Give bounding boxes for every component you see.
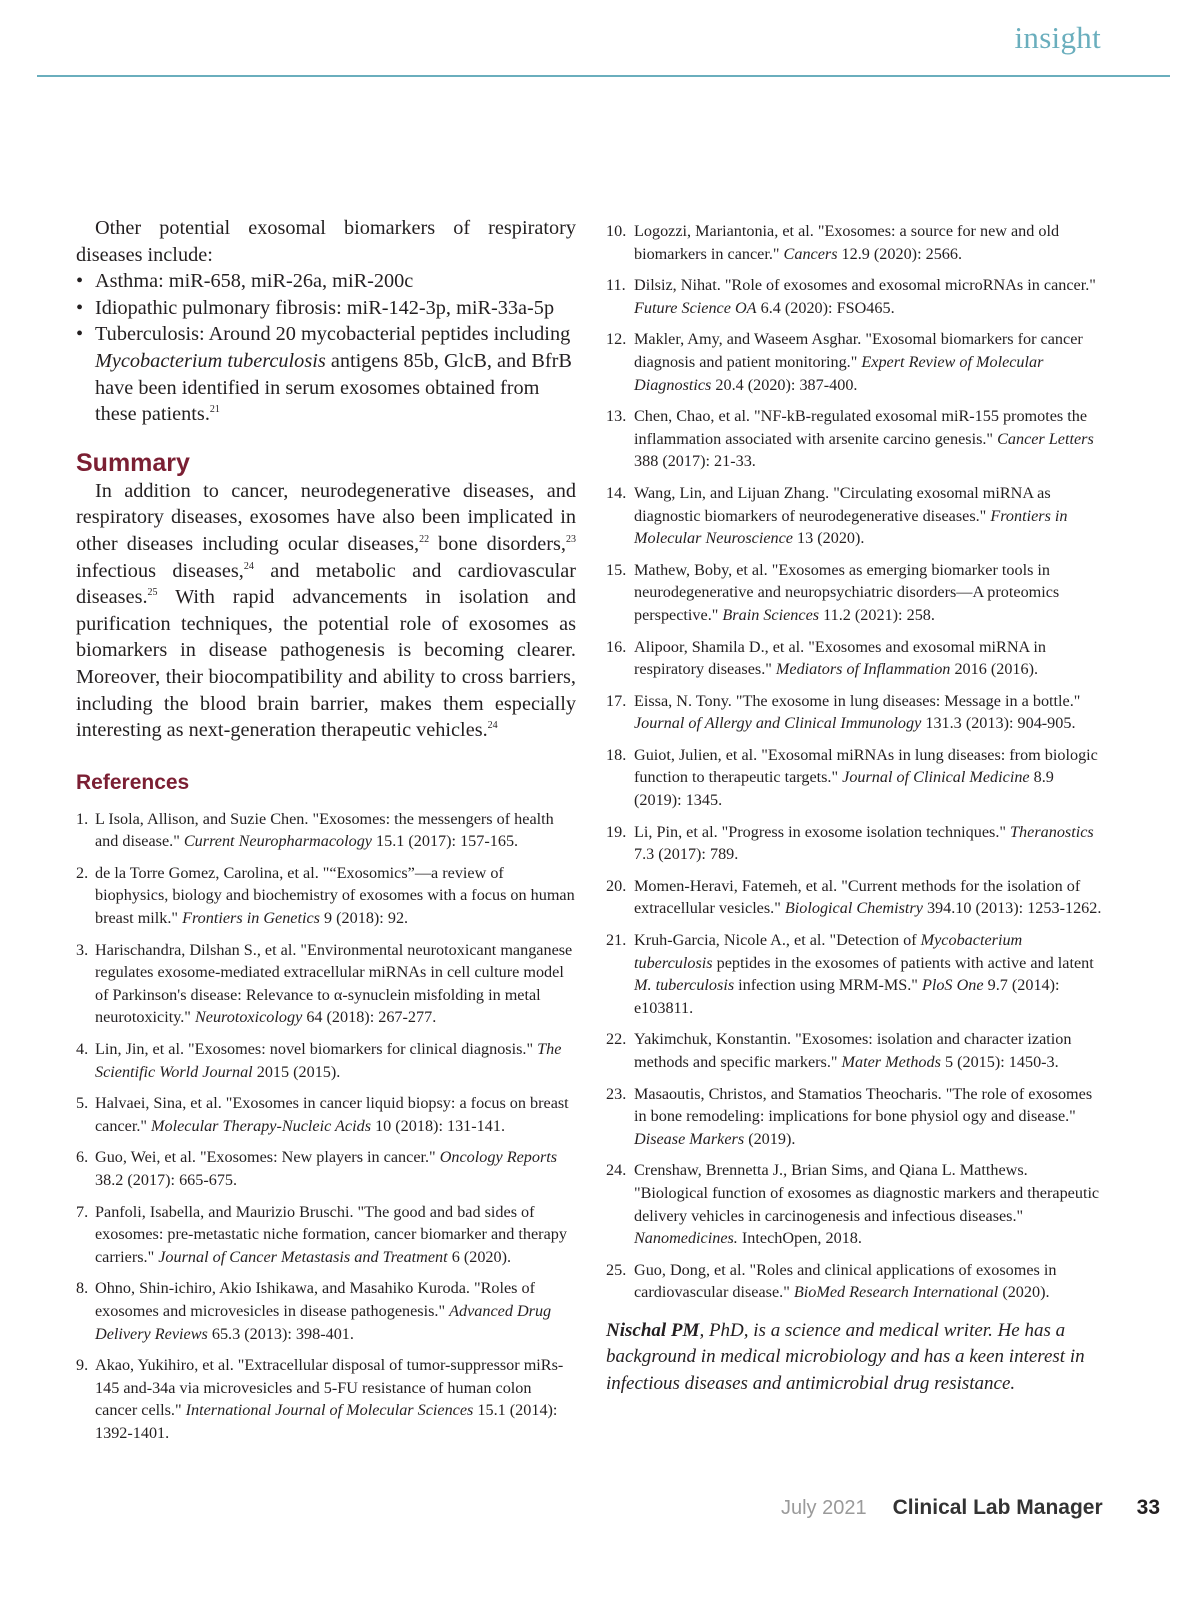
references-heading: References [76, 770, 190, 794]
reference-item: 23. Masaoutis, Christos, and Stamatios Theocharis. "The role of exosomes in bone remodeling: implications for bone physiol ogy and disease." Disease Markers (2019). [606, 1084, 1093, 1148]
reference-item: 19. Li, Pin, et al. "Progress in exosome isolation techniques." Theranostics 7.3 (2017): 789. [606, 822, 1094, 864]
summary-paragraph: In addition to cancer, neurodegenerative diseases, and respiratory diseases, exosomes have also been implicated in other diseases including ocular diseases,$^{22}$ bone disorders,$^{23}$ infectious diseases,$^{24}$ and metabolic and cardiovascular diseases.$^{25}$ With rapid advancements in isolation and purification techniques, the potential role of exosomes as biomarkers in disease pathogenesis is becoming clearer. Moreover, their biocompatibility and ability to cross barriers, including the blood brain barrier, makes them especially interesting as next-generation therapeutic vehicles.$^{24}$ [76, 479, 577, 742]
reference-item: 1. L Isola, Allison, and Suzie Chen. "Exosomes: the messengers of health and disease." Current Neuropharmacology 15.1 (2017): 157-165. [76, 809, 554, 851]
references-list-right [606, 220, 1102, 1304]
citation: 24 [487, 720, 498, 732]
list-item: • Tuberculosis: Around 20 mycobacterial peptides including Mycobacterium tuberculosis antigens 85b, GlcB, and BfrB have been identified in serum exosomes obtained from these patients.$^{21}$ [76, 323, 572, 426]
bullet-icon: • [76, 296, 84, 319]
reference-item: 20. Momen-Heravi, Fatemeh, et al. "Current methods for the isolation of extracellular vesicles." Biological Chemistry 394.10 (2013): 1253-1262. [606, 876, 1102, 918]
citation: 23 [566, 534, 576, 546]
reference-item: 12. Makler, Amy, and Waseem Asghar. "Exosomal biomarkers for cancer diagnosis and patient monitoring." Expert Review of Molecular Diagnostics 20.4 (2020): 387-400. [606, 330, 1083, 394]
reference-item: 4. Lin, Jin, et al. "Exosomes: novel biomarkers for clinical diagnosis." The Scientific World Journal 2015 (2015). [76, 1040, 562, 1081]
reference-item: 3. Harischandra, Dilshan S., et al. "Environmental neurotoxicant manganese regulates exosome-mediated extracellular miRNAs in cell culture model of Parkinson's disease: Relevance to α-synuclein misfolding in metal neurotoxicity." Neurotoxicology 64 (2018): 267-277. [76, 940, 573, 1027]
author-name: Nischal PM [606, 1319, 700, 1341]
author-bio: Nischal PM, PhD, is a science and medical writer. He has a background in medical microbiology and has a keen interest in infectious diseases and antimicrobial drug resistance. [606, 1319, 1085, 1394]
right-column [606, 220, 1102, 1416]
section-tag: insight [1014, 20, 1101, 55]
reference-item: 7. Panfoli, Isabella, and Maurizio Bruschi. "The good and bad sides of exosomes: pre-metastatic niche formation, cancer biomarker and therapy carriers." Journal of Cancer Metastasis and Treatment 6 (2020). [76, 1202, 567, 1266]
list-item: • Asthma: miR-658, miR-26a, miR-200c [76, 268, 576, 295]
list-item: • Idiopathic pulmonary fibrosis: miR-142-3p, miR-33a-5p [76, 295, 576, 322]
bullet-icon: • [76, 270, 84, 293]
reference-item: 5. Halvaei, Sina, et al. "Exosomes in cancer liquid biopsy: a focus on breast cancer." Molecular Therapy-Nucleic Acids 10 (2018): 131-141. [76, 1094, 569, 1135]
reference-item: 22. Yakimchuk, Konstantin. "Exosomes: isolation and character ization methods and specific markers." Mater Methods 5 (2015): 1450-3. [606, 1030, 1072, 1071]
reference-item: 6. Guo, Wei, et al. "Exosomes: New players in cancer." Oncology Reports 38.2 (2017): 665-675. [76, 1148, 558, 1189]
page-footer [781, 1496, 1160, 1520]
citation: 21 [209, 404, 220, 416]
citation: 22 [419, 534, 430, 546]
reference-item: 25. Guo, Dong, et al. "Roles and clinical applications of exosomes in cardiovascular disease." BioMed Research International (2020). [606, 1260, 1057, 1302]
reference-item: 14. Wang, Lin, and Lijuan Zhang. "Circulating exosomal miRNA as diagnostic biomarkers of neurodegenerative diseases." Frontiers in Molecular Neuroscience 13 (2020). [606, 483, 1068, 548]
magazine-title: Clinical Lab Manager [892, 1496, 1103, 1519]
citation: 24 [243, 560, 254, 572]
reference-item: 8. Ohno, Shin-ichiro, Akio Ishikawa, and Masahiko Kuroda. "Roles of exosomes and microvesicles in disease pathogenesis." Advanced Drug Delivery Reviews 65.3 (2013): 398-401. [76, 1279, 552, 1343]
page-number: 33 [1136, 1496, 1160, 1519]
reference-item: 18. Guiot, Julien, et al. "Exosomal miRNAs in lung diseases: from biologic function to therapeutic targets." Journal of Clinical Medicine 8.9 (2019): 1345. [606, 745, 1098, 810]
biomarker-list [76, 268, 576, 428]
reference-item: 2. de la Torre Gomez, Carolina, et al. "“Exosomics”—a review of biophysics, biology and biochemistry of exosomes with a focus on human breast milk." Frontiers in Genetics 9 (2018): 92. [76, 863, 575, 928]
reference-item: 10. Logozzi, Mariantonia, et al. "Exosomes: a source for new and old biomarkers in cancer." Cancers 12.9 (2020): 2566. [606, 222, 1060, 263]
reference-item: 9. Akao, Yukihiro, et al. "Extracellular disposal of tumor-suppressor miRs-145 and-34a via microvesicles and 5-FU resistance of human colon cancer cells." International Journal of Molecular Sciences 15.1 (2014): 1392-1401. [76, 1356, 564, 1442]
header-rule [37, 75, 1170, 77]
left-column [76, 215, 576, 1454]
reference-item: 11. Dilsiz, Nihat. "Role of exosomes and exosomal microRNAs in cancer." Future Science OA 6.4 (2020): FSO465. [606, 276, 1096, 317]
reference-item: 24. Crenshaw, Brennetta J., Brian Sims, and Qiana L. Matthews. "Biological function of exosomes as diagnostic markers and therapeutic delivery vehicles in carcinogenesis and infectious diseases." Nanomedicines. IntechOpen, 2018. [606, 1161, 1100, 1248]
reference-item: 16. Alipoor, Shamila D., et al. "Exosomes and exosomal miRNA in respiratory diseases." Mediators of Inflammation 2016 (2016). [606, 637, 1046, 679]
reference-item: 15. Mathew, Boby, et al. "Exosomes as emerging biomarker tools in neurodegenerative and neuropsychiatric disorders—A proteomics perspective." Brain Sciences 11.2 (2021): 258. [606, 560, 1060, 624]
bullet-icon: • [76, 323, 84, 346]
reference-item: 17. Eissa, N. Tony. "The exosome in lung diseases: Message in a bottle." Journal of Allergy and Clinical Immunology 131.3 (2013): 904-905. [606, 691, 1081, 733]
citation: 25 [147, 587, 158, 599]
reference-item: 13. Chen, Chao, et al. "NF-kB-regulated exosomal miR-155 promotes the inflammation associated with arsenite carcino genesis." Cancer Letters 388 (2017): 21-33. [606, 407, 1094, 471]
references-list-left [76, 808, 576, 1445]
issue-date: July 2021 [780, 1497, 867, 1519]
intro-block [76, 215, 576, 428]
intro-lead: Other potential exosomal biomarkers of respiratory diseases include: [76, 217, 576, 266]
summary-block [76, 478, 576, 744]
summary-heading: Summary [76, 448, 190, 477]
reference-item: 21. Kruh-Garcia, Nicole A., et al. "Detection of Mycobacterium tuberculosis peptides in the exosomes of patients with active and latent M. tuberculosis infection using MRM-MS." PloS One 9.7 (2014): e103811. [606, 931, 1094, 1017]
